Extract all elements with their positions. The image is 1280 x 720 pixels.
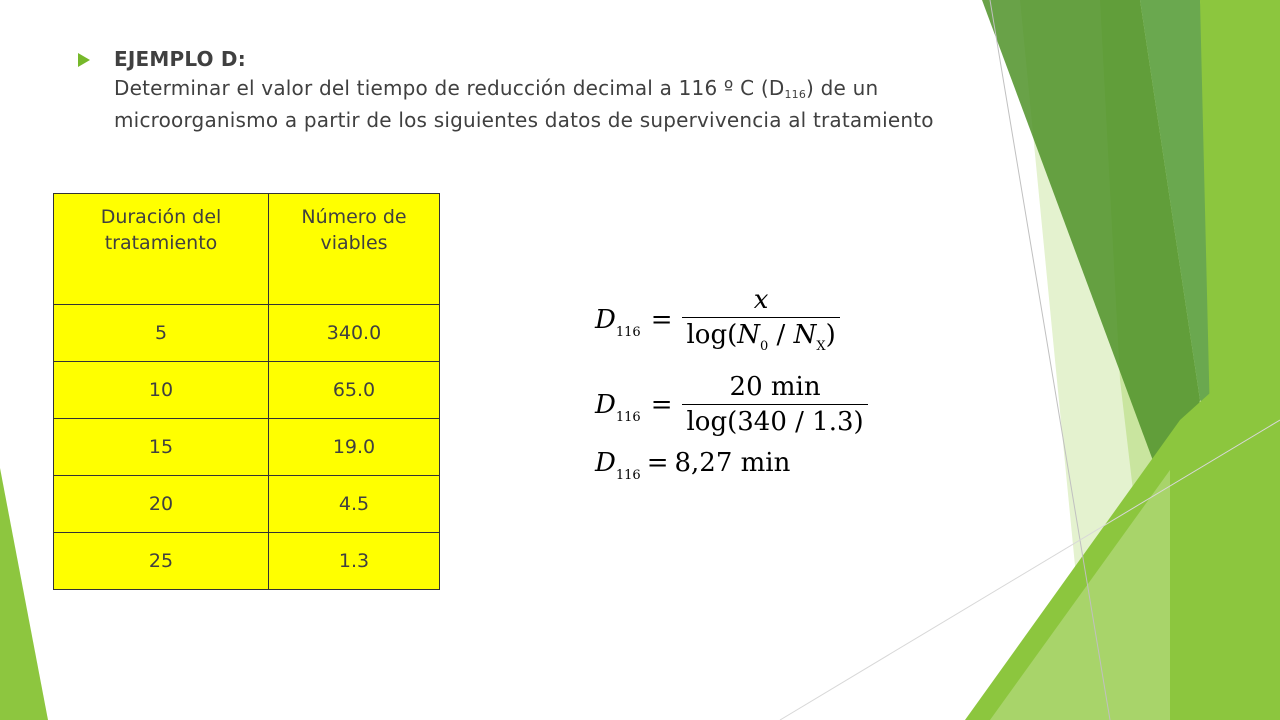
formula-substitution [595, 370, 868, 439]
numerator [750, 283, 773, 317]
equals-sign: = [650, 389, 673, 420]
formula-lhs [595, 448, 641, 483]
cell-duration: 15 [54, 419, 269, 476]
cell-viables: 19.0 [269, 419, 440, 476]
den-n0-sub: 0 [760, 339, 769, 354]
table-row [54, 533, 440, 590]
cell-viables: 1.3 [269, 533, 440, 590]
lhs-sub: 116 [615, 325, 641, 340]
formula-lhs [595, 305, 641, 340]
cell-duration: 5 [54, 305, 269, 362]
cell-viables: 4.5 [269, 476, 440, 533]
table-row [54, 476, 440, 533]
den-n0: N [737, 320, 760, 350]
statement-subscript: 116 [784, 88, 807, 101]
den-slash: / [768, 320, 794, 350]
lhs-var: D [595, 389, 616, 420]
numerator: 20 min [729, 372, 821, 402]
lhs-sub: 116 [615, 409, 641, 425]
lhs-var: D [595, 448, 616, 478]
numerator-x: x [753, 285, 769, 315]
fraction [682, 283, 839, 357]
cell-viables: 65.0 [269, 362, 440, 419]
bullet-text [114, 45, 978, 135]
formula-lhs [595, 389, 641, 425]
cell-duration: 10 [54, 362, 269, 419]
den-close: ) [825, 320, 836, 350]
den-nx: N [793, 320, 817, 350]
fraction [682, 370, 867, 439]
problem-statement [114, 74, 978, 135]
result-value: 8,27 min [674, 448, 791, 478]
den-nx-sub: X [816, 339, 826, 354]
statement-part-2: ) de un microorganismo a partir de los siguientes datos de supervivencia al tratamiento [114, 76, 934, 132]
survival-data-table [53, 193, 440, 590]
table-header-row [54, 194, 440, 305]
denominator [682, 317, 839, 357]
bullet-point [78, 45, 978, 135]
formula-result [595, 448, 791, 483]
table-row [54, 305, 440, 362]
denominator: log(340 / 1.3) [682, 404, 867, 439]
statement-part-1: Determinar el valor del tiempo de reducción decimal a 116 º C (D [114, 76, 785, 100]
lhs-sub: 116 [615, 468, 641, 483]
table-row [54, 362, 440, 419]
table-row [54, 419, 440, 476]
cell-viables: 340.0 [269, 305, 440, 362]
lhs-var: D [595, 305, 616, 335]
den-log: log( [686, 320, 738, 350]
equals-sign: = [650, 305, 673, 335]
header-viables: Número de viables [269, 194, 440, 305]
formula-definition [595, 283, 840, 357]
cell-duration: 20 [54, 476, 269, 533]
example-heading: EJEMPLO D: [114, 47, 246, 71]
triangle-arrow-bullet-icon [78, 53, 90, 67]
equals-sign: = [646, 448, 669, 478]
header-duration: Duración del tratamiento [54, 194, 269, 305]
cell-duration: 25 [54, 533, 269, 590]
